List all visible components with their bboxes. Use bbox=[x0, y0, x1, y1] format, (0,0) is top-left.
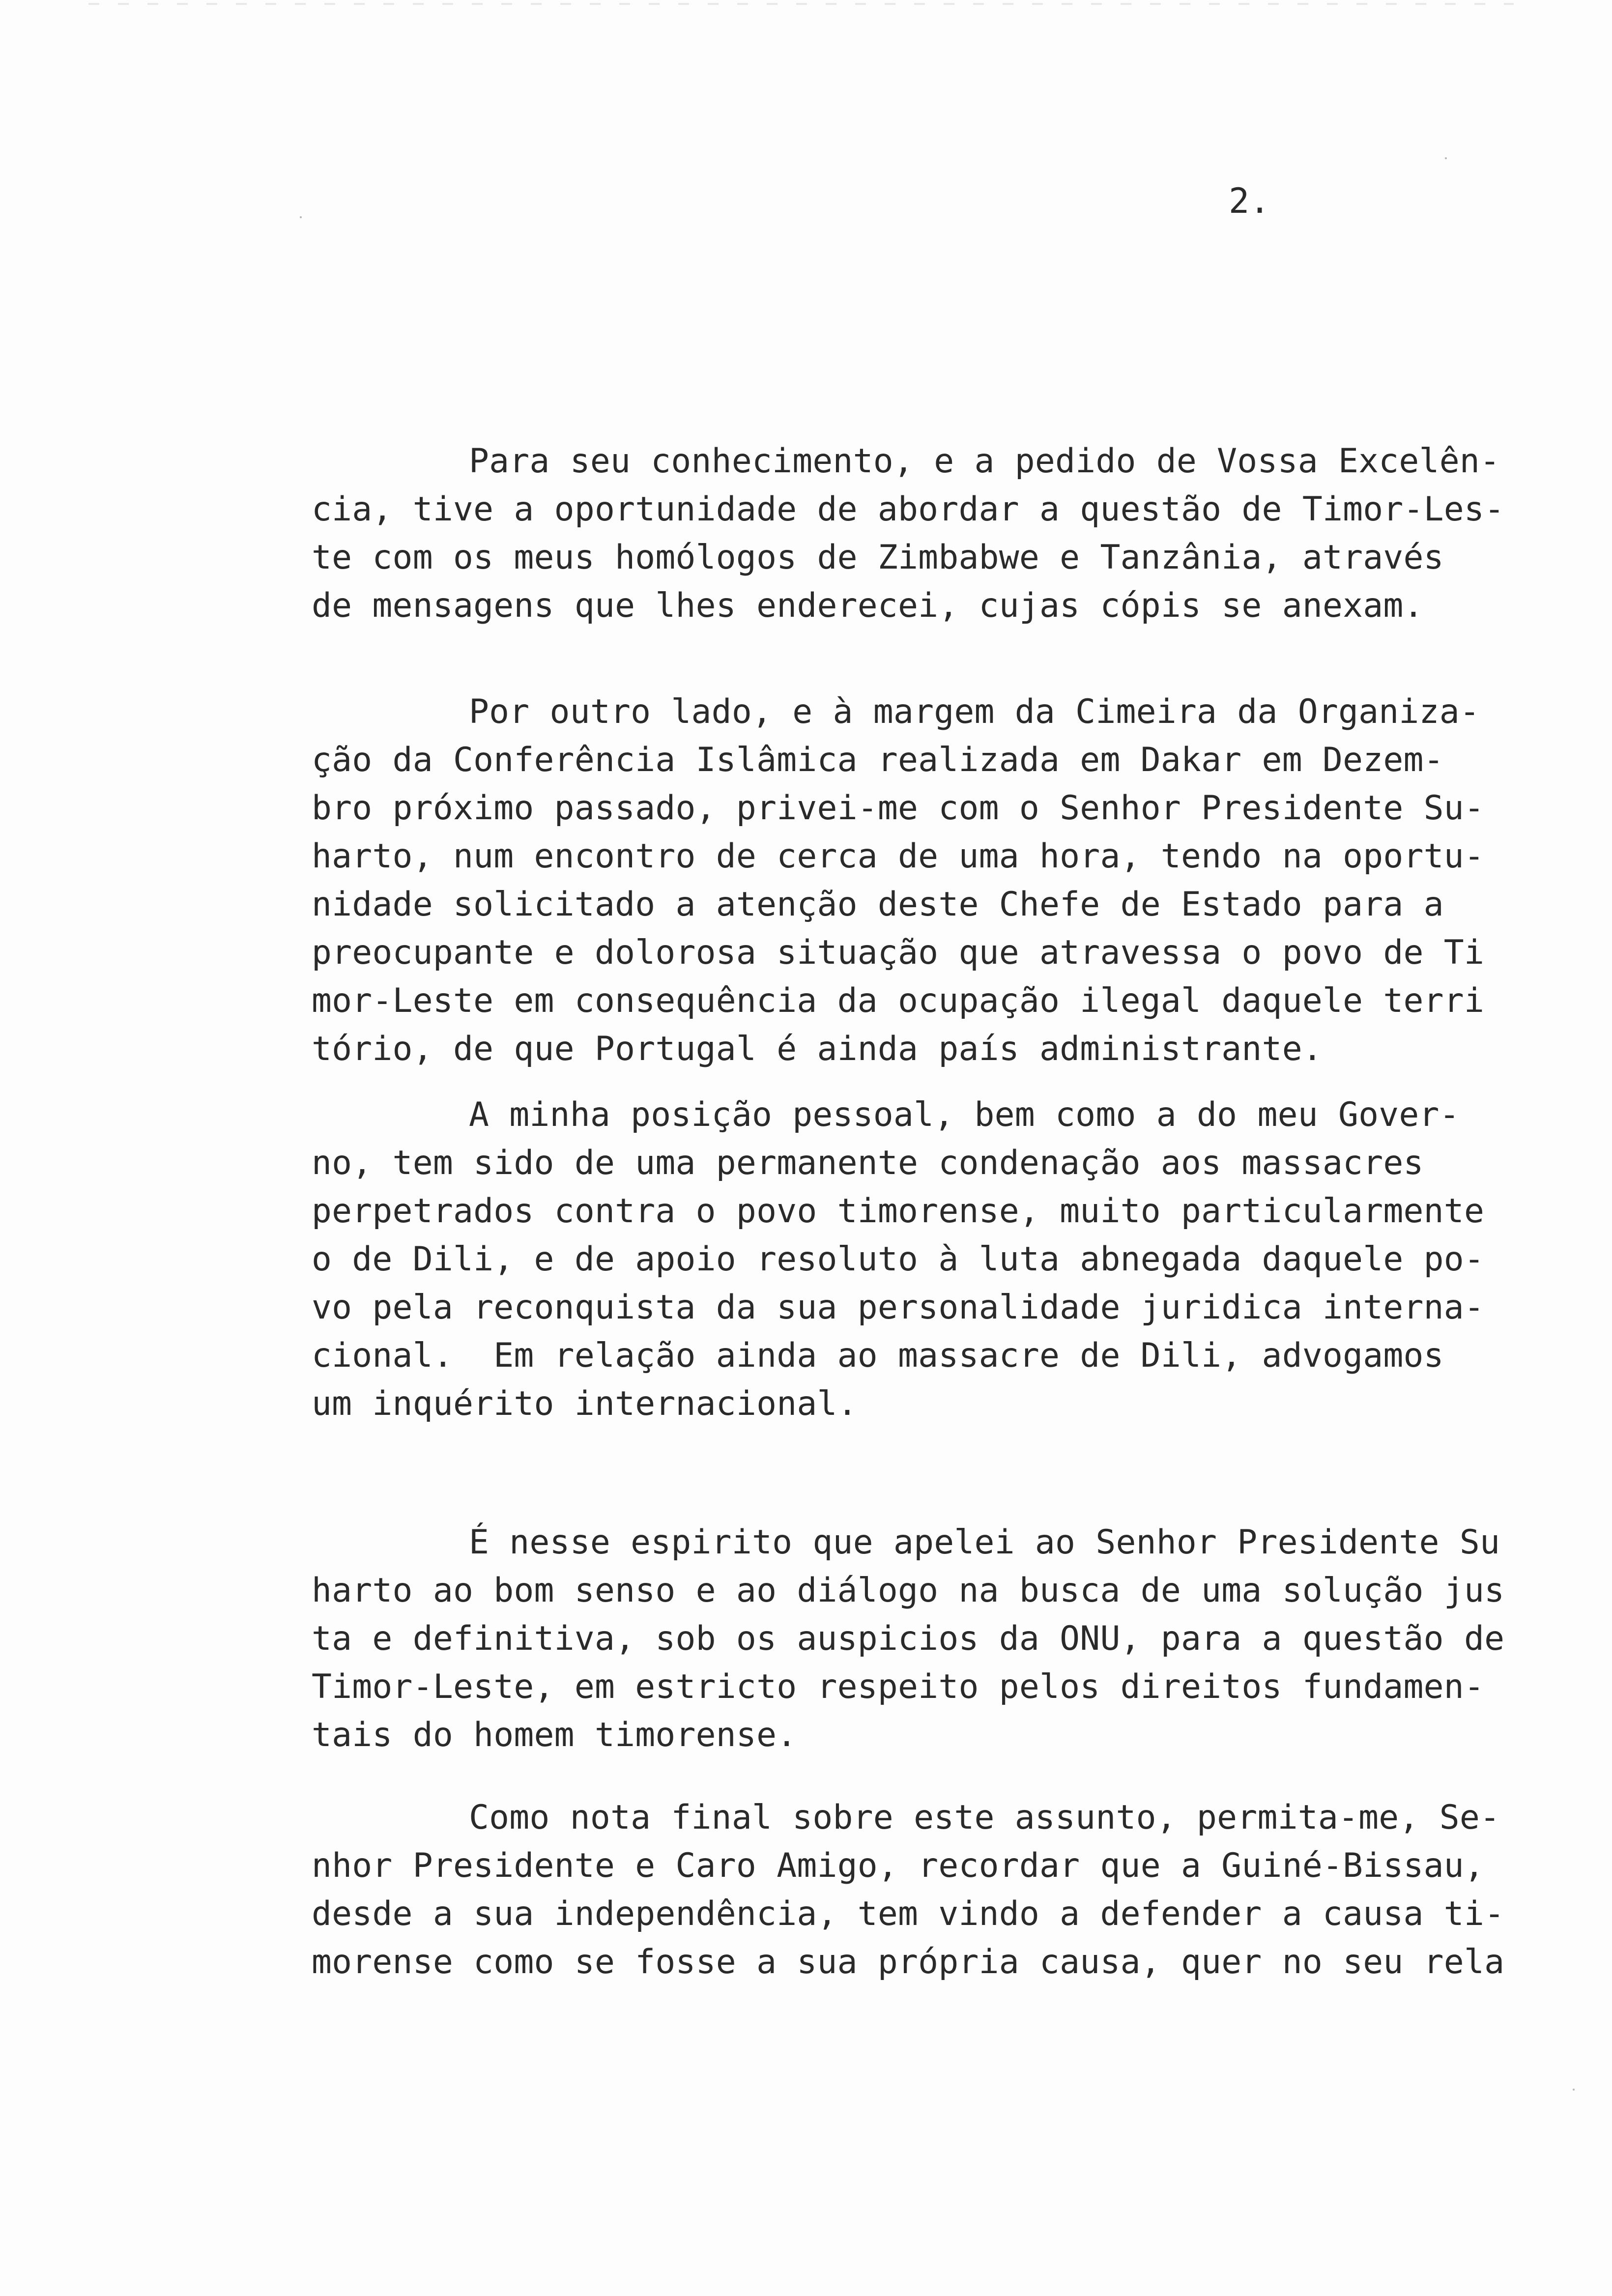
text-line: Por outro lado, e à margem da Cimeira da Organiza- bbox=[469, 692, 1480, 731]
scan-speck bbox=[300, 216, 302, 218]
text-line: de mensagens que lhes enderecei, cujas cópis se anexam. bbox=[312, 586, 1424, 625]
text-line: É nesse espirito que apelei ao Senhor Presidente Su bbox=[469, 1523, 1500, 1562]
text-line: bro próximo passado, privei-me com o Senhor Presidente Su- bbox=[312, 789, 1485, 828]
text-line: A minha posição pessoal, bem como a do meu Gover- bbox=[469, 1095, 1460, 1134]
text-line: um inquérito internacional. bbox=[312, 1384, 858, 1423]
paragraph-1 bbox=[312, 437, 1521, 630]
text-line: Para seu conhecimento, e a pedido de Vossa Excelên- bbox=[469, 442, 1500, 481]
text-line: morense como se fosse a sua própria causa, quer no seu rela bbox=[312, 1943, 1505, 1981]
text-line: Timor-Leste, em estricto respeito pelos direitos fundamen- bbox=[312, 1667, 1485, 1706]
text-line: preocupante e dolorosa situação que atravessa o povo de Ti bbox=[312, 933, 1485, 972]
text-line: harto ao bom senso e ao diálogo na busca de uma solução jus bbox=[312, 1571, 1505, 1610]
text-line: ção da Conferência Islâmica realizada em Dakar em Dezem- bbox=[312, 741, 1444, 779]
text-line: mor-Leste em consequência da ocupação ilegal daquele terri bbox=[312, 981, 1485, 1020]
text-line: nhor Presidente e Caro Amigo, recordar que a Guiné-Bissau, bbox=[312, 1846, 1485, 1885]
text-line: desde a sua independência, tem vindo a defender a causa ti- bbox=[312, 1894, 1505, 1933]
text-line: vo pela reconquista da sua personalidade juridica interna- bbox=[312, 1288, 1485, 1327]
text-line: perpetrados contra o povo timorense, muito particularmente bbox=[312, 1192, 1485, 1231]
scan-speck bbox=[1445, 157, 1447, 159]
paragraph-2 bbox=[312, 688, 1521, 1073]
page-number: 2. bbox=[1229, 181, 1270, 221]
text-line: o de Dili, e de apoio resoluto à luta abnegada daquele po- bbox=[312, 1240, 1485, 1279]
paragraph-4 bbox=[312, 1519, 1521, 1759]
text-line: cional. Em relação ainda ao massacre de Dili, advogamos bbox=[312, 1336, 1444, 1375]
text-line: ta e definitiva, sob os auspicios da ONU, para a questão de bbox=[312, 1619, 1505, 1658]
text-line: cia, tive a oportunidade de abordar a questão de Timor-Les- bbox=[312, 490, 1505, 529]
text-line: tório, de que Portugal é ainda país administrante. bbox=[312, 1030, 1323, 1068]
scan-edge-noise bbox=[88, 3, 1514, 5]
text-line: Como nota final sobre este assunto, permita-me, Se- bbox=[469, 1798, 1500, 1837]
paragraph-3 bbox=[312, 1091, 1521, 1428]
text-line: no, tem sido de uma permanente condenação aos massacres bbox=[312, 1144, 1424, 1182]
paragraph-5 bbox=[312, 1794, 1521, 1986]
scan-speck bbox=[1573, 2089, 1575, 2091]
text-line: te com os meus homólogos de Zimbabwe e Tanzânia, através bbox=[312, 538, 1444, 577]
text-line: tais do homem timorense. bbox=[312, 1716, 797, 1754]
text-line: nidade solicitado a atenção deste Chefe de Estado para a bbox=[312, 885, 1444, 924]
text-line: harto, num encontro de cerca de uma hora, tendo na oportu- bbox=[312, 837, 1485, 876]
